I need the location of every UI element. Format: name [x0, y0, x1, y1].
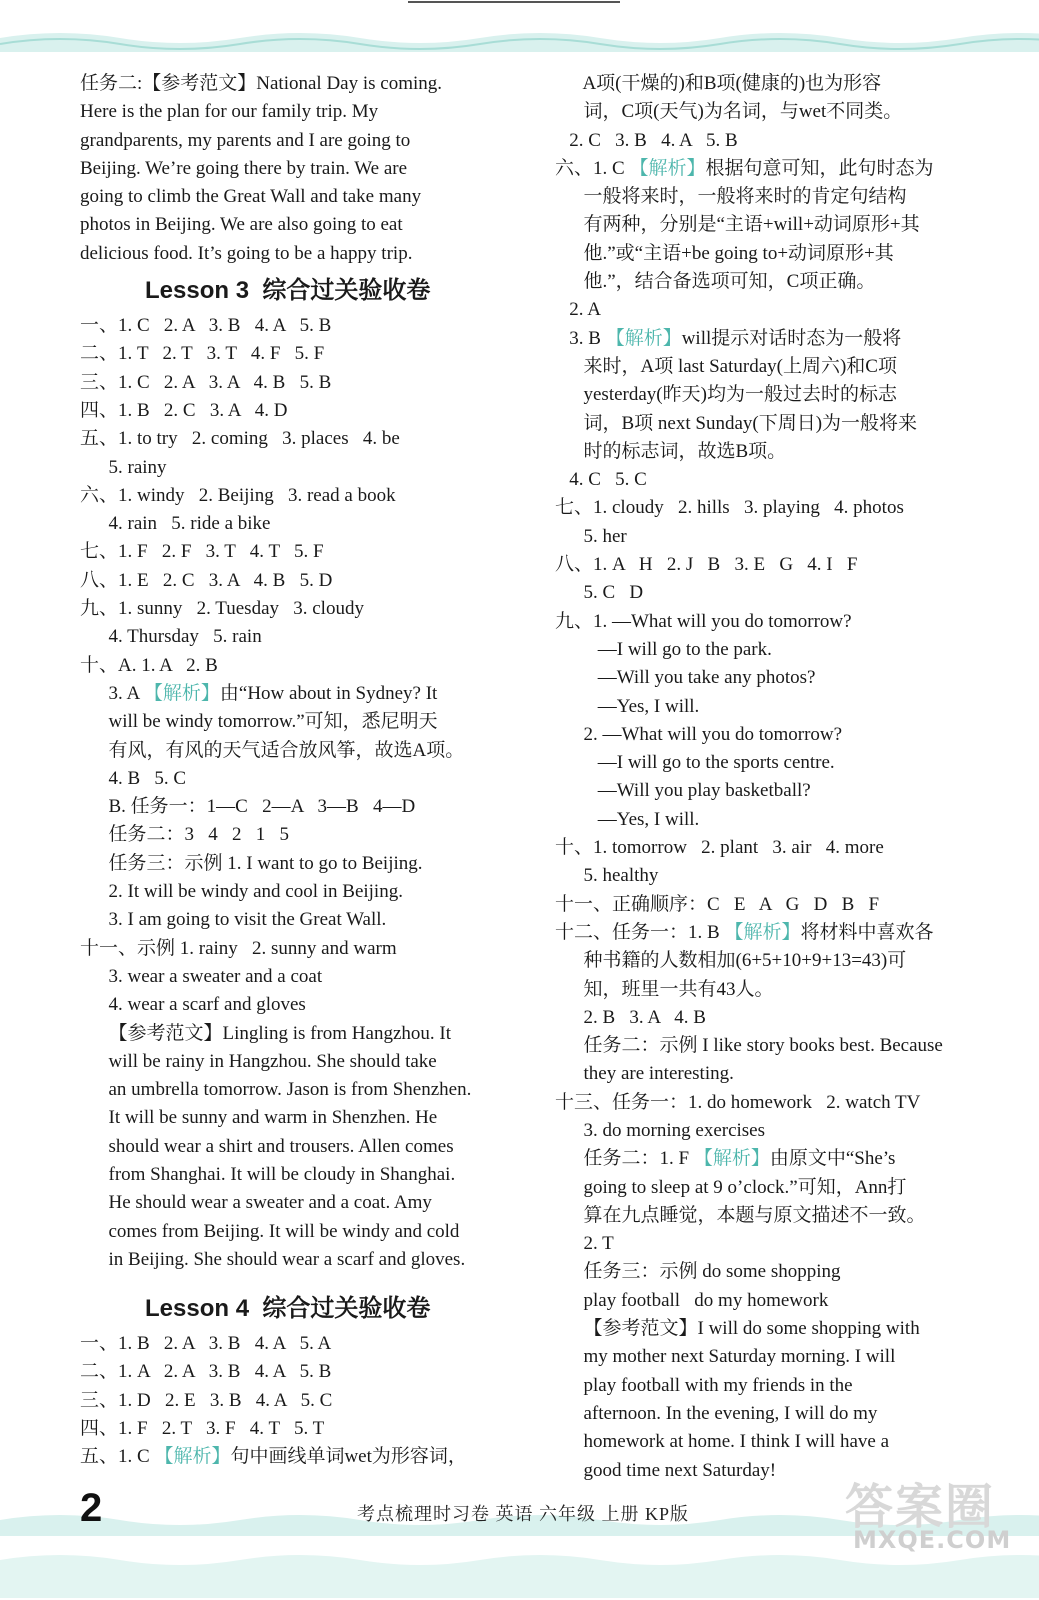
- answer-line: 2. T: [555, 1233, 614, 1255]
- answer-line: 七、1. cloudy 2. hills 3. playing 4. photos: [555, 497, 904, 519]
- answer-line: 有风，有风的天气适合放风筝，故选A项。: [80, 739, 465, 761]
- answer-text: 五、1. C: [80, 1446, 155, 1468]
- page-number: 2: [80, 1486, 103, 1530]
- answer-line: 八、1. E 2. C 3. A 4. B 5. D: [80, 569, 333, 591]
- answer-line: A项(干燥的)和B项(健康的)也为形容: [555, 73, 882, 94]
- answer-line: 九、1. —What will you do tomorrow?: [555, 610, 852, 632]
- answer-line: 二、1. A 2. A 3. B 4. A 5. B: [80, 1361, 332, 1383]
- answer-line: 4. rain 5. ride a bike: [80, 513, 271, 535]
- answer-line: 2. C 3. B 4. A 5. B: [555, 129, 738, 151]
- answer-line: 二、1. T 2. T 3. T 4. F 5. F: [80, 343, 325, 365]
- answer-line: 词，B项 next Sunday(下周日)为一般将来: [555, 412, 918, 434]
- answer-line: 2. B 3. A 4. B: [555, 1006, 706, 1028]
- answer-line: 【参考范文】I will do some shopping with: [555, 1318, 920, 1340]
- answer-line: [555, 155, 995, 183]
- answer-line: play football with my friends in the: [555, 1374, 853, 1396]
- answer-line: —Yes, I will.: [555, 695, 700, 717]
- answer-line: 九、1. sunny 2. Tuesday 3. cloudy: [80, 598, 364, 620]
- answer-line: 十、1. tomorrow 2. plant 3. air 4. more: [555, 837, 884, 859]
- analysis-text: 由“How about in Sydney? It: [219, 682, 438, 704]
- answer-line: 三、1. D 2. E 3. B 4. A 5. C: [80, 1389, 333, 1411]
- answer-line: from Shanghai. It will be cloudy in Shanghai.: [80, 1163, 456, 1185]
- analysis-text: 根据句意可知，此句时态为: [705, 157, 934, 179]
- answer-line: 5. her: [555, 525, 627, 547]
- answer-line: 一、1. B 2. A 3. B 4. A 5. A: [80, 1333, 332, 1355]
- answer-line: [80, 1443, 520, 1471]
- answer-line: 3. wear a sweater and a coat: [80, 965, 323, 987]
- answer-line: 八、1. A H 2. J B 3. E G 4. I F: [555, 554, 858, 576]
- answer-line: photos in Beijing. We are also going to eat: [80, 214, 403, 236]
- answer-line: 时的标志词，故选B项。: [555, 440, 787, 462]
- answer-line: 有两种，分别是“主语+will+动词原形+其: [555, 214, 920, 236]
- answer-line: going to climb the Great Wall and take many: [80, 186, 422, 208]
- answer-line: 任务三：示例 do some shopping: [555, 1261, 841, 1283]
- answer-line: 5. C D: [555, 582, 644, 604]
- answer-line: 算在九点睡觉，本题与原文描述不一致。: [555, 1204, 926, 1226]
- answer-line: good time next Saturday!: [555, 1459, 777, 1481]
- answer-line: an umbrella tomorrow. Jason is from Shenzhen.: [80, 1079, 472, 1101]
- watermark-mark: 答案圈: [845, 1479, 996, 1535]
- answer-line: 【参考范文】Lingling is from Hangzhou. It: [80, 1022, 451, 1044]
- answer-line: 5. rainy: [80, 456, 167, 478]
- answer-line: 任务三：示例 1. I want to go to Beijing.: [80, 852, 423, 874]
- watermark-logo: [845, 1468, 1015, 1554]
- answer-line: 三、1. C 2. A 3. A 4. B 5. B: [80, 371, 332, 393]
- answer-line: 2. —What will you do tomorrow?: [555, 723, 843, 745]
- answer-line: 种书籍的人数相加(6+5+10+9+13=43)可: [555, 950, 907, 972]
- answer-line: 4. Thursday 5. rain: [80, 626, 262, 648]
- answer-line: [80, 680, 520, 708]
- answer-line: —Will you take any photos?: [555, 667, 816, 689]
- right-answer-column: [555, 70, 995, 1485]
- analysis-tag: 【解析】: [143, 682, 220, 704]
- answer-line: 七、1. F 2. F 3. T 4. T 5. F: [80, 541, 324, 563]
- analysis-tag: 【解析】: [605, 327, 682, 349]
- answer-line: —I will go to the sports centre.: [555, 752, 835, 774]
- answer-line: 十三、任务一：1. do homework 2. watch TV: [555, 1091, 921, 1113]
- answer-line: 4. C 5. C: [555, 469, 647, 491]
- answer-line: 任务二:【参考范文】National Day is coming.: [80, 73, 443, 94]
- analysis-tag: 【解析】: [629, 157, 706, 179]
- left-answer-column: [80, 70, 520, 1472]
- analysis-tag: 【解析】: [154, 1446, 231, 1468]
- answer-line: Beijing. We’re going there by train. We are: [80, 157, 408, 179]
- answer-line: 知，班里一共有43人。: [555, 978, 774, 1000]
- analysis-text: 由原文中“She’s: [769, 1148, 896, 1170]
- answer-line: 4. wear a scarf and gloves: [80, 994, 306, 1016]
- answer-line: [555, 919, 995, 947]
- answer-line: 3. do morning exercises: [555, 1119, 766, 1141]
- answer-line: 六、1. windy 2. Beijing 3. read a book: [80, 484, 396, 506]
- answer-line: should wear a shirt and trousers. Allen comes: [80, 1135, 454, 1157]
- answer-line: my mother next Saturday morning. I will: [555, 1346, 896, 1368]
- watermark-url: MXQE.COM: [853, 1526, 1012, 1554]
- answer-line: homework at home. I think I will have a: [555, 1431, 890, 1453]
- analysis-text: 将材料中喜欢各: [800, 921, 934, 943]
- answer-line: 他.”或“主语+be going to+动词原形+其: [555, 242, 894, 264]
- answer-line: 3. I am going to visit the Great Wall.: [80, 909, 387, 931]
- answer-line: B. 任务一：1—C 2—A 3—B 4—D: [80, 796, 416, 818]
- lesson-heading: Lesson 3 综合过关验收卷: [145, 277, 431, 305]
- answer-text: 3. A: [80, 682, 144, 704]
- answer-line: 十一、示例 1. rainy 2. sunny and warm: [80, 937, 397, 959]
- answer-line: 他.”，结合备选项可知，C项正确。: [555, 271, 876, 293]
- answer-text: 3. B: [555, 327, 606, 349]
- answer-line: they are interesting.: [555, 1063, 734, 1085]
- answer-line: will be rainy in Hangzhou. She should take: [80, 1050, 437, 1072]
- answer-line: —Yes, I will.: [555, 808, 700, 830]
- answer-line: 四、1. B 2. C 3. A 4. D: [80, 399, 288, 421]
- footer-book-title: 考点梳理时习卷 英语 六年级 上册 KP版: [357, 1504, 690, 1524]
- answer-line: yesterday(昨天)均为一般过去时的标志: [555, 384, 897, 406]
- answer-line: 来时，A项 last Saturday(上周六)和C项: [555, 355, 897, 377]
- answer-text: 六、1. C: [555, 157, 630, 179]
- lesson-heading: Lesson 4 综合过关验收卷: [145, 1295, 431, 1323]
- analysis-text: 句中画线单词wet为形容词，: [230, 1446, 467, 1468]
- answer-line: 一般将来时，一般将来时的肯定句结构: [555, 186, 907, 208]
- answer-line: afternoon. In the evening, I will do my: [555, 1402, 878, 1424]
- answer-line: It will be sunny and warm in Shenzhen. He: [80, 1107, 438, 1129]
- answer-text: 十二、任务一：1. B: [555, 921, 725, 943]
- answer-line: 5. healthy: [555, 865, 659, 887]
- answer-line: 2. A: [555, 299, 601, 321]
- answer-line: delicious food. It’s going to be a happy trip.: [80, 242, 413, 264]
- answer-line: 4. B 5. C: [80, 767, 187, 789]
- answer-line: grandparents, my parents and I are going to: [80, 129, 411, 151]
- answer-line: 任务二：示例 I like story books best. Because: [555, 1035, 943, 1057]
- answer-line: 词，C项(天气)为名词，与wet不同类。: [555, 101, 903, 123]
- analysis-tag: 【解析】: [693, 1148, 770, 1170]
- answer-text: 任务二：1. F: [555, 1148, 694, 1170]
- answer-line: play football do my homework: [555, 1289, 829, 1311]
- analysis-text: will提示对话时态为一般将: [681, 327, 902, 349]
- answer-line: 2. It will be windy and cool in Beijing.: [80, 881, 403, 903]
- answer-line: 一、1. C 2. A 3. B 4. A 5. B: [80, 315, 332, 337]
- answer-line: Here is the plan for our family trip. My: [80, 101, 379, 123]
- answer-line: 四、1. F 2. T 3. F 4. T 5. T: [80, 1418, 325, 1440]
- answer-line: [555, 325, 995, 353]
- top-wave-decoration: [0, 0, 1039, 52]
- answer-line: comes from Beijing. It will be windy and cold: [80, 1220, 460, 1242]
- answer-line: will be windy tomorrow.”可知，悉尼明天: [80, 711, 438, 733]
- answer-line: 五、1. to try 2. coming 3. places 4. be: [80, 428, 400, 450]
- answer-line: 十、A. 1. A 2. B: [80, 654, 218, 676]
- analysis-tag: 【解析】: [724, 921, 801, 943]
- answer-line: [555, 1145, 995, 1173]
- answer-line: —Will you play basketball?: [555, 780, 811, 802]
- answer-line: 任务二：3 4 2 1 5: [80, 824, 290, 846]
- answer-line: 十一、正确顺序：C E A G D B F: [555, 893, 880, 915]
- answer-line: in Beijing. She should wear a scarf and gloves.: [80, 1248, 466, 1270]
- answer-line: going to sleep at 9 o’clock.”可知，Ann打: [555, 1176, 907, 1198]
- answer-line: —I will go to the park.: [555, 638, 772, 660]
- answer-line: He should wear a sweater and a coat. Amy: [80, 1192, 432, 1214]
